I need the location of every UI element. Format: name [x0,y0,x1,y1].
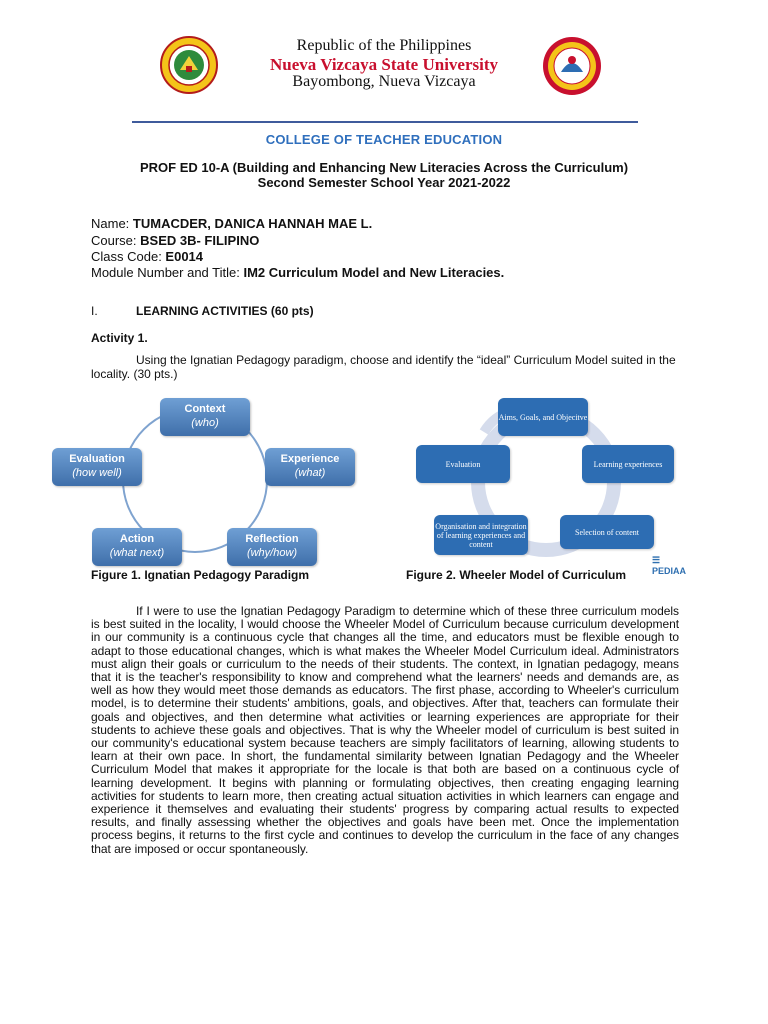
name-value: TUMACDER, DANICA HANNAH MAE L. [132,216,373,231]
name-label: Name: [91,216,133,231]
wheeler-node-evaluation: Evaluation [416,445,510,483]
node-evaluation-title: Evaluation [69,453,125,465]
pediaa-credit-text: PEDIAA [652,566,687,576]
course-label: Course: [91,233,141,248]
essay-paragraph: If I were to use the Ignatian Pedagogy Paradigm to determine which of these three curriculum models is best suited in the locality, I would choose the Wheeler Model of Curriculum because curriculum development in our community is a continuous cycle that changes all the time, and educators must be flexible enough to adapt to those educational changes, which is what makes the Wheeler Model Curriculum ideal. Administrators must align their goals or curriculum to the needs of their students. The context, in Ignatian pedagogy, means that it is the teacher's responsibility to know and comprehend what the learners' needs and demands are, as well as how they would meet those demands as educators. The first phase, according to Wheeler's curriculum model, is to determine their students' ambitions, goals, and objectives. After that, teachers can formulate their goals and objectives, and then determine what activities or learning experiences are appropriate for their students to achieve these goals and objectives. That is why the Wheeler model of curriculum is best suited in our community's educational system because teachers are simply facilitators of learning, allowing students to learn at their own pace. In short, the fundamental similarity between Ignatian Pedagogy and the Wheeler Curriculum Model that makes it appropriate for the locale is that both are based on a continuous cycle of learning development. It begins with planning or formulating objectives, then creating engaging learning activities for students to learn more, then creating actual situation activities in which learners can engage and experience it themselves and evaluating their students' progress by comparing actual results to expected results, and finally assessing whether the objectives and goals have been met. Once the implementation process begins, it returns to the first cycle and continues to develop the curriculum in the face of any changes that are imposed or occur spontaneously. [91,604,679,856]
node-experience-title: Experience [280,453,340,465]
class-code-row [91,249,203,264]
node-experience-sub: (what) [294,467,326,479]
activity-instruction: Using the Ignatian Pedagogy paradigm, choose and identify the “ideal” Curriculum Model suited in the locality. (30 pts.) [91,353,676,381]
header-republic: Republic of the Philippines [296,37,472,54]
node-reflection-sub: (why/how) [246,547,298,559]
module-value: IM2 Curriculum Model and New Literacies. [243,265,505,280]
student-name-row [91,216,372,231]
college-seal-logo [542,36,602,101]
wheeler-node-organisation: Organisation and integration of learning experiences and content [434,515,528,555]
wheeler-node-selection-content: Selection of content [560,515,654,549]
node-evaluation-sub: (how well) [72,467,122,479]
node-context [160,398,250,436]
module-row [91,265,504,280]
college-name: COLLEGE OF TEACHER EDUCATION [265,132,503,147]
module-label: Module Number and Title: [91,265,244,280]
course-row [91,233,259,248]
wheeler-node-learning-experiences: Learning experiences [582,445,674,483]
header-location: Bayombong, Nueva Vizcaya [292,73,476,90]
node-reflection [227,528,317,566]
course-value: BSED 3B- FILIPINO [140,233,260,248]
figure2-caption: Figure 2. Wheeler Model of Curriculum [406,568,627,582]
activity-heading: Activity 1. [91,331,148,345]
class-code-value: E0014 [165,249,204,264]
course-title: PROF ED 10-A (Building and Enhancing New Literacies Across the Curriculum) [139,160,629,175]
semester-line: Second Semester School Year 2021-2022 [257,175,511,190]
node-experience [265,448,355,486]
pediaa-logo-icon: ☰ [652,555,661,565]
node-action-sub: (what next) [109,547,165,559]
node-evaluation [52,448,142,486]
figure1-caption: Figure 1. Ignatian Pedagogy Paradigm [91,568,310,582]
section-title: LEARNING ACTIVITIES (60 pts) [136,304,314,318]
node-context-sub: (who) [191,417,219,429]
header-divider [132,121,638,123]
wheeler-node-aims: Aims, Goals, and Objecitve [498,398,588,436]
node-context-title: Context [184,403,226,415]
section-number: I. [91,304,98,318]
node-action [92,528,182,566]
node-reflection-title: Reflection [245,533,299,545]
class-code-label: Class Code: [91,249,166,264]
header-university: Nueva Vizcaya State University [269,55,499,74]
pediaa-credit [652,555,686,576]
node-action-title: Action [119,533,155,545]
